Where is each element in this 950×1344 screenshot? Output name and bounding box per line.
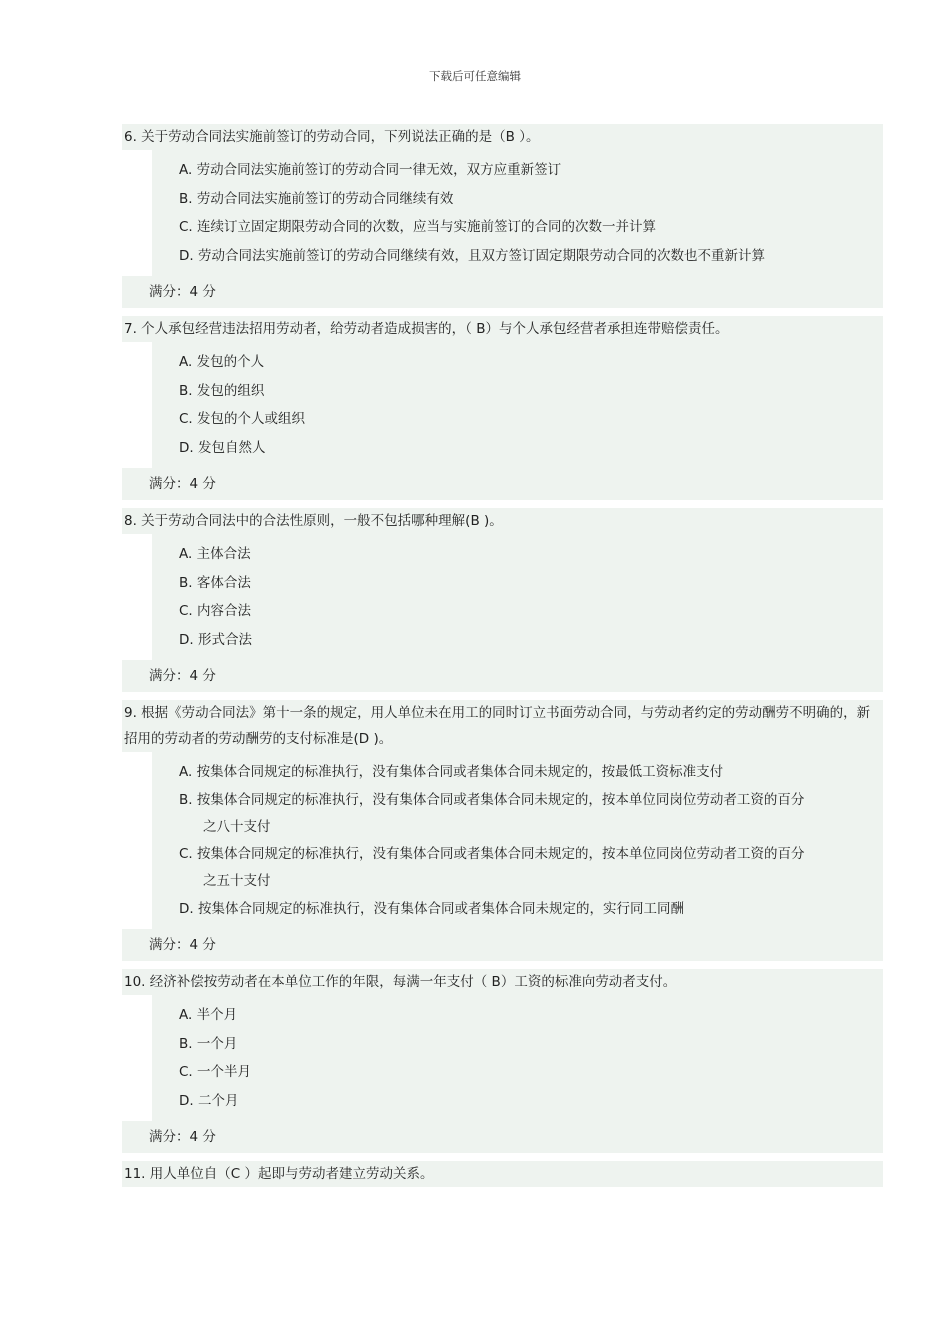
question-title: 10. 经济补偿按劳动者在本单位工作的年限，每满一年支付（ B）工资的标准向劳动者支付。 xyxy=(122,969,883,995)
option-text: C. 按集体合同规定的标准执行，没有集体合同或者集体合同未规定的，按本单位同岗位劳动者工资的百分 xyxy=(179,845,805,862)
question-title: 9. 根据《劳动合同法》第十一条的规定，用人单位未在用工的同时订立书面劳动合同，与劳动者约定的劳动酬劳不明确的，新招用的劳动者的劳动酬劳的支付标准是(D )。 xyxy=(122,700,883,752)
question-title: 6. 关于劳动合同法实施前签订的劳动合同，下列说法正确的是（B ）。 xyxy=(122,124,883,150)
option-d: D. 形式合法 xyxy=(179,631,252,648)
option-b xyxy=(179,787,883,841)
option-continuation: 之五十支付 xyxy=(203,872,271,889)
option-a: A. 按集体合同规定的标准执行，没有集体合同或者集体合同未规定的，按最低工资标准支付 xyxy=(179,764,724,780)
option-a: A. 发包的个人 xyxy=(179,354,265,370)
question-7 xyxy=(122,316,883,508)
score-label: 满分：4 分 xyxy=(122,929,883,961)
question-11 xyxy=(122,1161,883,1187)
score-label: 满分：4 分 xyxy=(122,276,883,308)
option-b: B. 劳动合同法实施前签订的劳动合同继续有效 xyxy=(179,190,454,207)
question-list xyxy=(122,124,883,1187)
question-title: 8. 关于劳动合同法中的合法性原则，一般不包括哪种理解(B )。 xyxy=(122,508,883,534)
options-list xyxy=(152,342,883,468)
option-b: B. 发包的组织 xyxy=(179,382,265,399)
option-a: A. 主体合法 xyxy=(179,546,251,562)
options-list xyxy=(152,752,883,929)
option-d: D. 按集体合同规定的标准执行，没有集体合同或者集体合同未规定的，实行同工同酬 xyxy=(179,900,684,917)
option-c: C. 一个半月 xyxy=(179,1064,252,1080)
option-b: B. 客体合法 xyxy=(179,574,251,591)
option-c: C. 内容合法 xyxy=(179,603,252,619)
question-6 xyxy=(122,124,883,316)
question-10 xyxy=(122,969,883,1161)
option-c: C. 发包的个人或组织 xyxy=(179,411,306,427)
option-c xyxy=(179,841,883,895)
option-c: C. 连续订立固定期限劳动合同的次数，应当与实施前签订的合同的次数一并计算 xyxy=(179,219,657,235)
options-list xyxy=(152,534,883,660)
score-label: 满分：4 分 xyxy=(122,660,883,692)
option-d: D. 劳动合同法实施前签订的劳动合同继续有效，且双方签订固定期限劳动合同的次数也不重新计算 xyxy=(179,247,765,264)
question-8 xyxy=(122,508,883,700)
option-continuation: 之八十支付 xyxy=(203,818,271,835)
question-title: 11. 用人单位自（C ）起即与劳动者建立劳动关系。 xyxy=(122,1161,883,1187)
option-a: A. 劳动合同法实施前签订的劳动合同一律无效，双方应重新签订 xyxy=(179,162,562,178)
options-list xyxy=(152,995,883,1121)
score-label: 满分：4 分 xyxy=(122,1121,883,1153)
option-text: B. 按集体合同规定的标准执行，没有集体合同或者集体合同未规定的，按本单位同岗位劳动者工资的百分 xyxy=(179,791,805,808)
page-header: 下载后可任意编辑 xyxy=(429,69,521,83)
option-d: D. 二个月 xyxy=(179,1092,239,1109)
score-label: 满分：4 分 xyxy=(122,468,883,500)
question-9 xyxy=(122,700,883,969)
option-b: B. 一个月 xyxy=(179,1035,238,1052)
options-list xyxy=(152,150,883,276)
option-a: A. 半个月 xyxy=(179,1007,238,1023)
option-d: D. 发包自然人 xyxy=(179,439,266,456)
question-title: 7. 个人承包经营违法招用劳动者，给劳动者造成损害的，（ B）与个人承包经营者承担连带赔偿责任。 xyxy=(122,316,883,342)
